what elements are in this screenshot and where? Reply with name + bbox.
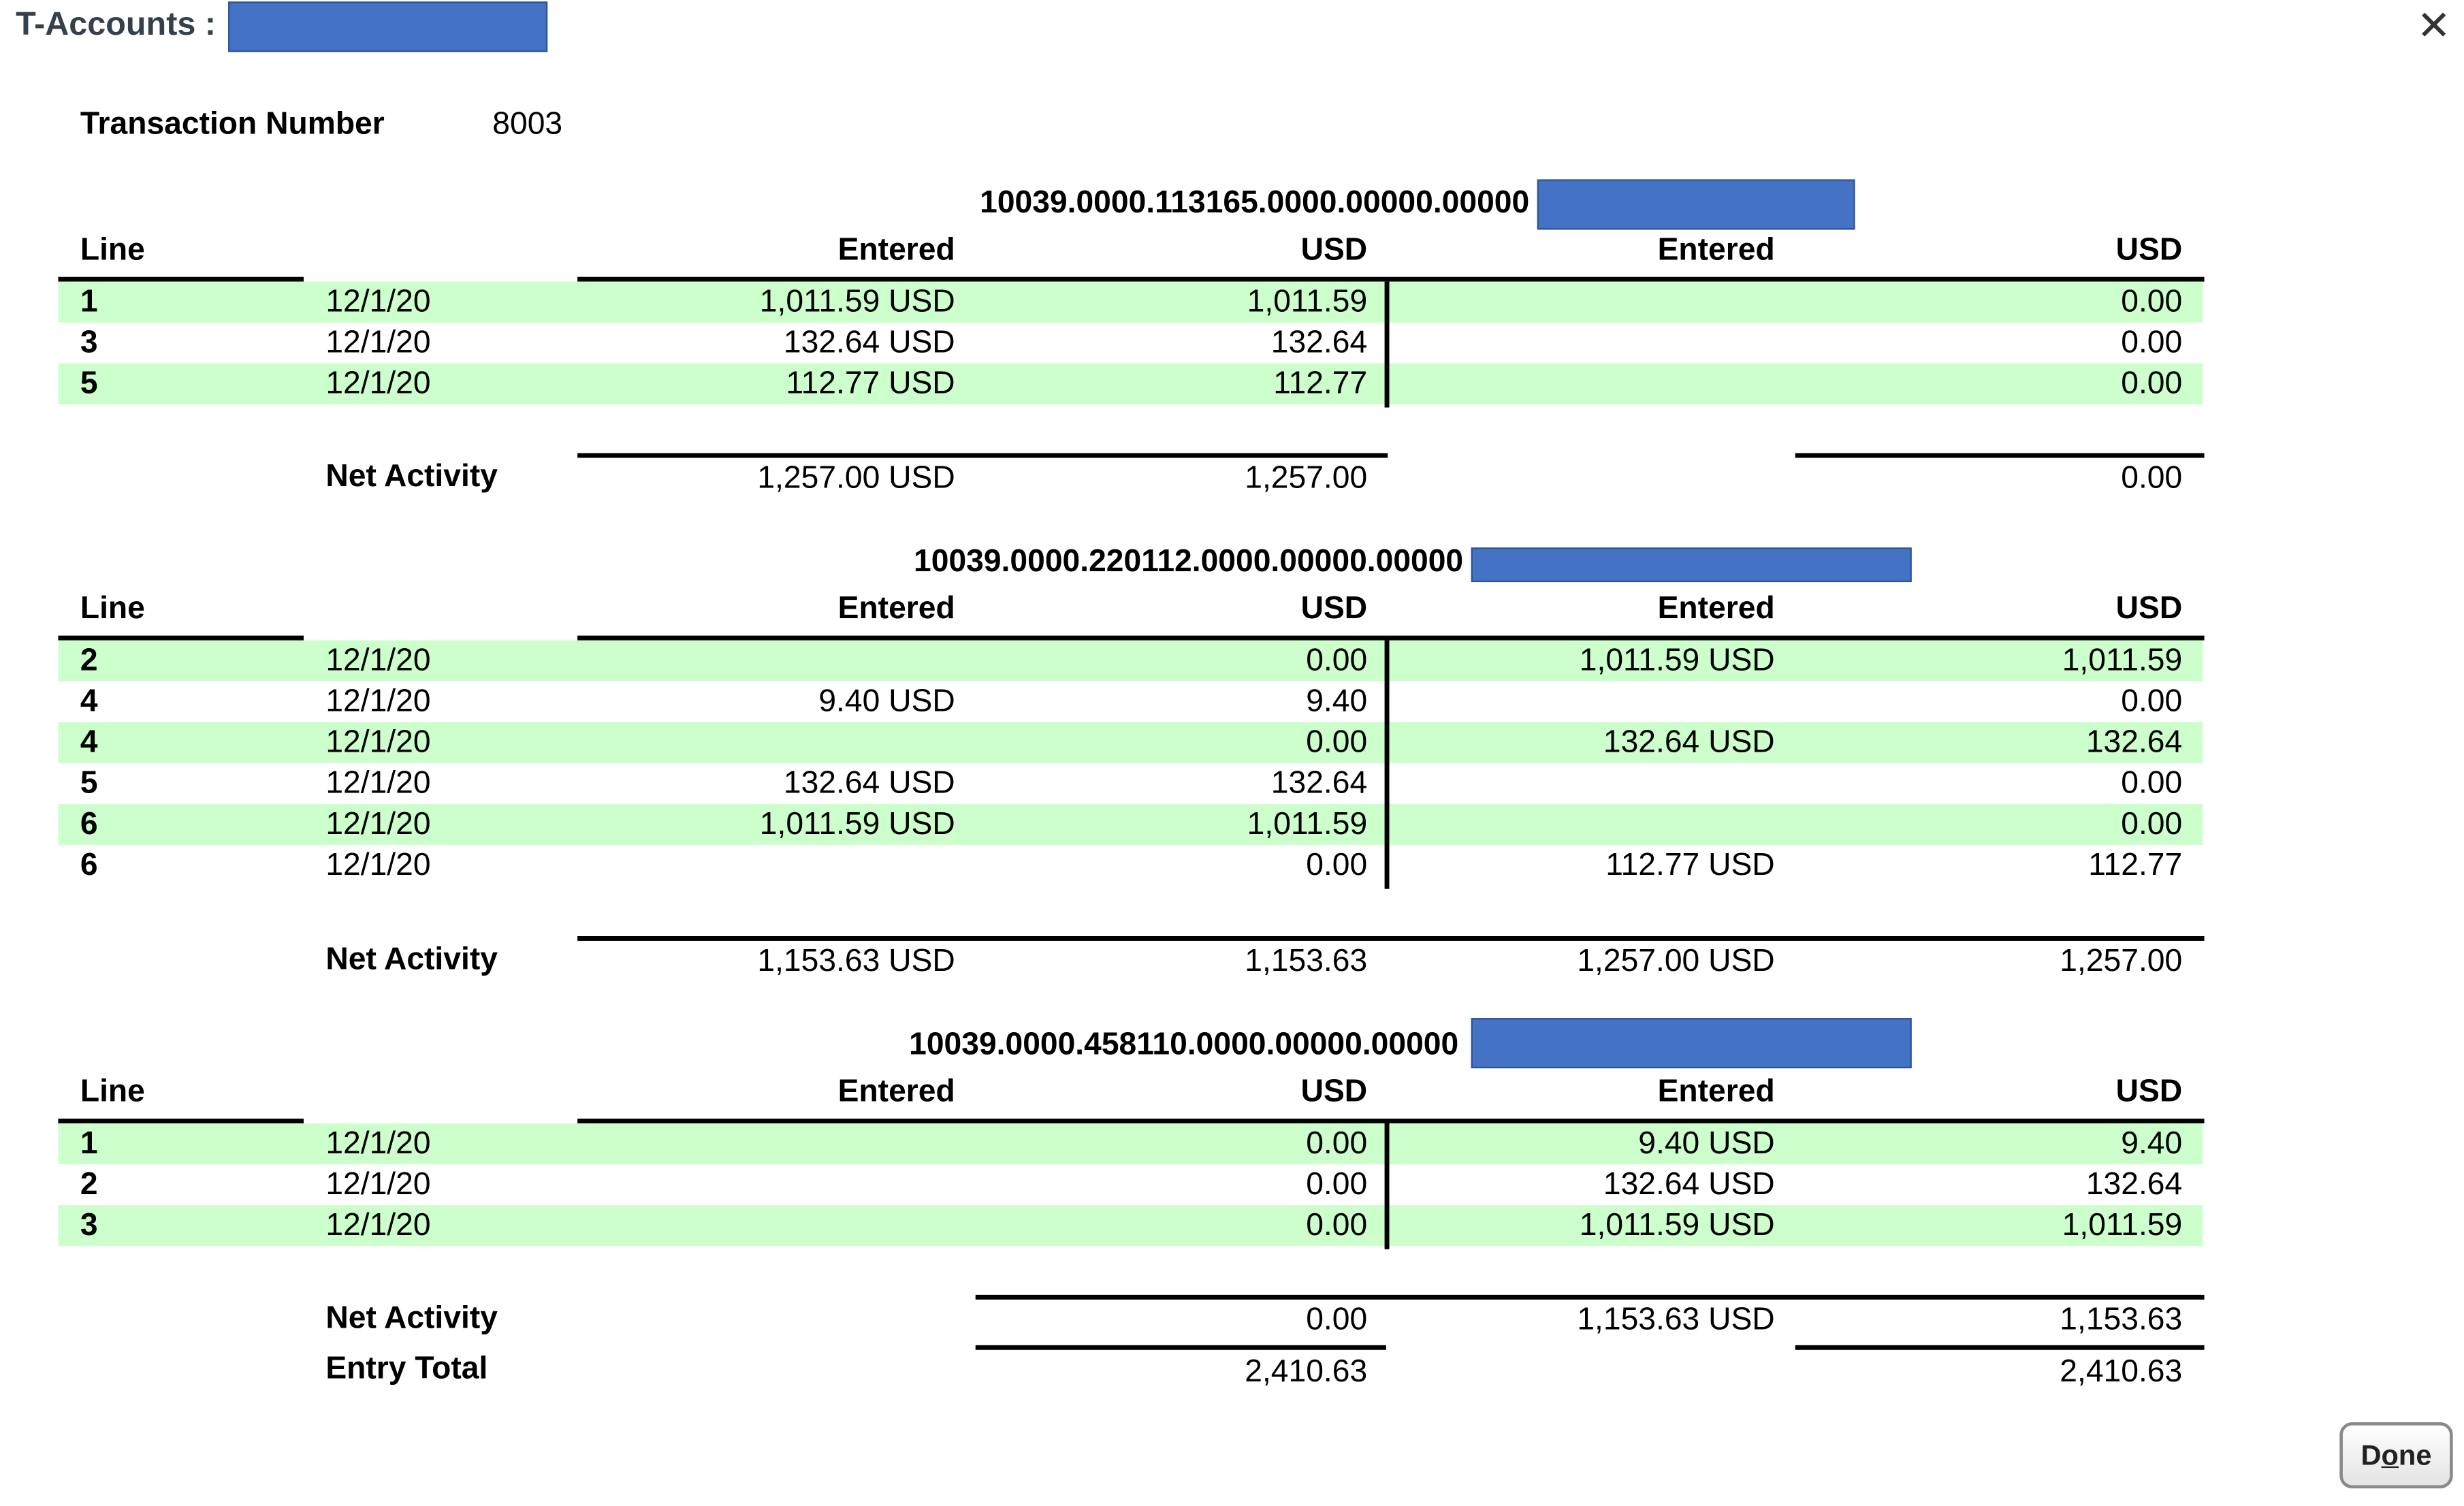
- row-debit-usd: 1,011.59: [1247, 285, 1368, 320]
- row-credit-usd: 132.64: [2085, 1167, 2183, 1202]
- col-header-credit-usd: USD: [2115, 591, 2183, 626]
- redacted-account-description: [1471, 1018, 1912, 1068]
- col-header-debit-entered: Entered: [837, 591, 955, 626]
- row-credit-entered: 9.40 USD: [1638, 1126, 1775, 1161]
- redacted-account-description: [1537, 179, 1855, 229]
- row-debit-entered: 132.64 USD: [783, 766, 955, 801]
- header-rule-amounts: [577, 1119, 2204, 1123]
- entry-total-credit-usd: 2,410.63: [2060, 1354, 2183, 1390]
- row-debit-entered: 112.77 USD: [786, 366, 955, 402]
- row-line: 5: [80, 766, 98, 801]
- table-row: [59, 1205, 2203, 1246]
- done-label-mnemonic: o: [2381, 1439, 2399, 1471]
- header-rule-line: [59, 1119, 304, 1123]
- net-debit-usd: 1,257.00: [1245, 461, 1368, 496]
- net-debit-usd: 1,153.63: [1245, 944, 1368, 979]
- row-line: 1: [80, 1126, 98, 1161]
- row-credit-usd: 1,011.59: [2062, 1208, 2183, 1243]
- close-icon[interactable]: ✕: [2416, 1, 2451, 49]
- row-line: 4: [80, 684, 98, 720]
- table-row: [59, 804, 2203, 845]
- net-rule-credit: [1795, 453, 2205, 458]
- row-debit-entered: 9.40 USD: [818, 684, 955, 720]
- dialog-title: T-Accounts :: [16, 6, 216, 43]
- col-header-line: Line: [80, 1074, 145, 1110]
- done-label-post: ne: [2398, 1439, 2432, 1471]
- net-debit-entered: 1,153.63 USD: [757, 944, 955, 979]
- entry-total-rule-credit: [1795, 1345, 2205, 1350]
- row-date: 12/1/20: [325, 725, 431, 760]
- row-date: 12/1/20: [325, 848, 431, 883]
- row-debit-entered: 1,011.59 USD: [759, 807, 955, 842]
- row-line: 2: [80, 643, 98, 678]
- row-line: 1: [80, 285, 98, 320]
- net-debit-usd: 0.00: [1306, 1302, 1368, 1338]
- table-row: [59, 845, 2203, 886]
- net-credit-usd: 0.00: [2121, 461, 2183, 496]
- header-rule-line: [59, 277, 304, 282]
- net-debit-entered: 1,257.00 USD: [757, 461, 955, 496]
- row-debit-usd: 132.64: [1270, 325, 1368, 361]
- row-date: 12/1/20: [325, 766, 431, 801]
- table-row: [59, 282, 2203, 323]
- account-code: 10039.0000.458110.0000.00000.00000: [909, 1027, 1459, 1062]
- row-date: 12/1/20: [325, 1126, 431, 1161]
- row-credit-usd: 0.00: [2121, 807, 2183, 842]
- net-activity-label: Net Activity: [325, 1301, 498, 1336]
- table-row: [59, 1123, 2203, 1164]
- row-credit-entered: 1,011.59 USD: [1579, 643, 1775, 678]
- row-credit-entered: 132.64 USD: [1603, 725, 1775, 760]
- row-debit-entered: 1,011.59 USD: [759, 285, 955, 320]
- transaction-number-value: 8003: [492, 107, 563, 142]
- t-account-divider: [1385, 641, 1390, 889]
- t-account-divider: [1385, 1123, 1390, 1249]
- table-row: [59, 722, 2203, 763]
- net-rule-amounts: [976, 1295, 2205, 1300]
- redacted-account-description: [1471, 547, 1912, 582]
- row-debit-entered: 132.64 USD: [783, 325, 955, 361]
- row-line: 3: [80, 1208, 98, 1243]
- net-rule-amounts: [577, 936, 2204, 941]
- net-credit-usd: 1,153.63: [2060, 1302, 2183, 1338]
- row-date: 12/1/20: [325, 684, 431, 720]
- row-debit-usd: 1,011.59: [1247, 807, 1368, 842]
- col-header-debit-usd: USD: [1300, 591, 1368, 626]
- row-line: 4: [80, 725, 98, 760]
- net-credit-entered: 1,153.63 USD: [1577, 1302, 1775, 1338]
- col-header-credit-entered: Entered: [1657, 591, 1775, 626]
- row-credit-usd: 1,011.59: [2062, 643, 2183, 678]
- row-credit-usd: 0.00: [2121, 325, 2183, 361]
- header-rule-amounts: [577, 277, 2204, 282]
- row-credit-usd: 132.64: [2085, 725, 2183, 760]
- row-date: 12/1/20: [325, 366, 431, 402]
- net-credit-entered: 1,257.00 USD: [1577, 944, 1775, 979]
- net-rule-debit: [577, 453, 1388, 458]
- row-date: 12/1/20: [325, 807, 431, 842]
- col-header-debit-entered: Entered: [837, 1074, 955, 1110]
- t-account-divider: [1385, 282, 1390, 408]
- header-rule-line: [59, 636, 304, 641]
- row-line: 6: [80, 807, 98, 842]
- row-line: 6: [80, 848, 98, 883]
- row-date: 12/1/20: [325, 643, 431, 678]
- col-header-debit-usd: USD: [1300, 233, 1368, 268]
- row-credit-usd: 112.77: [2088, 848, 2183, 883]
- row-credit-usd: 0.00: [2121, 285, 2183, 320]
- row-debit-usd: 0.00: [1306, 643, 1368, 678]
- row-line: 5: [80, 366, 98, 402]
- row-debit-usd: 0.00: [1306, 848, 1368, 883]
- account-code: 10039.0000.220112.0000.00000.00000: [914, 544, 1464, 579]
- table-row: [59, 1164, 2203, 1205]
- row-credit-usd: 0.00: [2121, 684, 2183, 720]
- row-line: 2: [80, 1167, 98, 1202]
- done-label-pre: D: [2361, 1439, 2382, 1471]
- entry-total-debit-usd: 2,410.63: [1245, 1354, 1368, 1390]
- entry-total-rule-debit: [976, 1345, 1386, 1350]
- col-header-credit-usd: USD: [2115, 233, 2183, 268]
- net-credit-usd: 1,257.00: [2060, 944, 2183, 979]
- done-button[interactable]: [2339, 1422, 2452, 1488]
- col-header-line: Line: [80, 233, 145, 268]
- row-credit-entered: 112.77 USD: [1605, 848, 1775, 883]
- row-credit-entered: 1,011.59 USD: [1579, 1208, 1775, 1243]
- table-row: [59, 763, 2203, 804]
- table-row: [59, 323, 2203, 364]
- header-rule-amounts: [577, 636, 2204, 641]
- net-activity-label: Net Activity: [325, 459, 498, 494]
- row-line: 3: [80, 325, 98, 361]
- row-debit-usd: 0.00: [1306, 1126, 1368, 1161]
- col-header-credit-entered: Entered: [1657, 1074, 1775, 1110]
- transaction-number-label: Transaction Number: [80, 107, 385, 142]
- row-credit-usd: 0.00: [2121, 766, 2183, 801]
- row-credit-usd: 9.40: [2121, 1126, 2183, 1161]
- row-date: 12/1/20: [325, 1167, 431, 1202]
- col-header-credit-usd: USD: [2115, 1074, 2183, 1110]
- row-debit-usd: 132.64: [1270, 766, 1368, 801]
- row-debit-usd: 112.77: [1273, 366, 1368, 402]
- row-date: 12/1/20: [325, 325, 431, 361]
- row-debit-usd: 0.00: [1306, 1208, 1368, 1243]
- row-credit-usd: 0.00: [2121, 366, 2183, 402]
- col-header-debit-entered: Entered: [837, 233, 955, 268]
- col-header-line: Line: [80, 591, 145, 626]
- row-credit-entered: 132.64 USD: [1603, 1167, 1775, 1202]
- redacted-title-value: [228, 1, 547, 52]
- row-debit-usd: 0.00: [1306, 1167, 1368, 1202]
- row-debit-usd: 9.40: [1306, 684, 1368, 720]
- row-date: 12/1/20: [325, 285, 431, 320]
- table-row: [59, 364, 2203, 404]
- entry-total-label: Entry Total: [325, 1351, 488, 1386]
- row-debit-usd: 0.00: [1306, 725, 1368, 760]
- table-row: [59, 682, 2203, 722]
- account-code: 10039.0000.113165.0000.00000.00000: [980, 185, 1530, 221]
- net-activity-label: Net Activity: [325, 942, 498, 978]
- row-date: 12/1/20: [325, 1208, 431, 1243]
- table-row: [59, 641, 2203, 682]
- col-header-debit-usd: USD: [1300, 1074, 1368, 1110]
- col-header-credit-entered: Entered: [1657, 233, 1775, 268]
